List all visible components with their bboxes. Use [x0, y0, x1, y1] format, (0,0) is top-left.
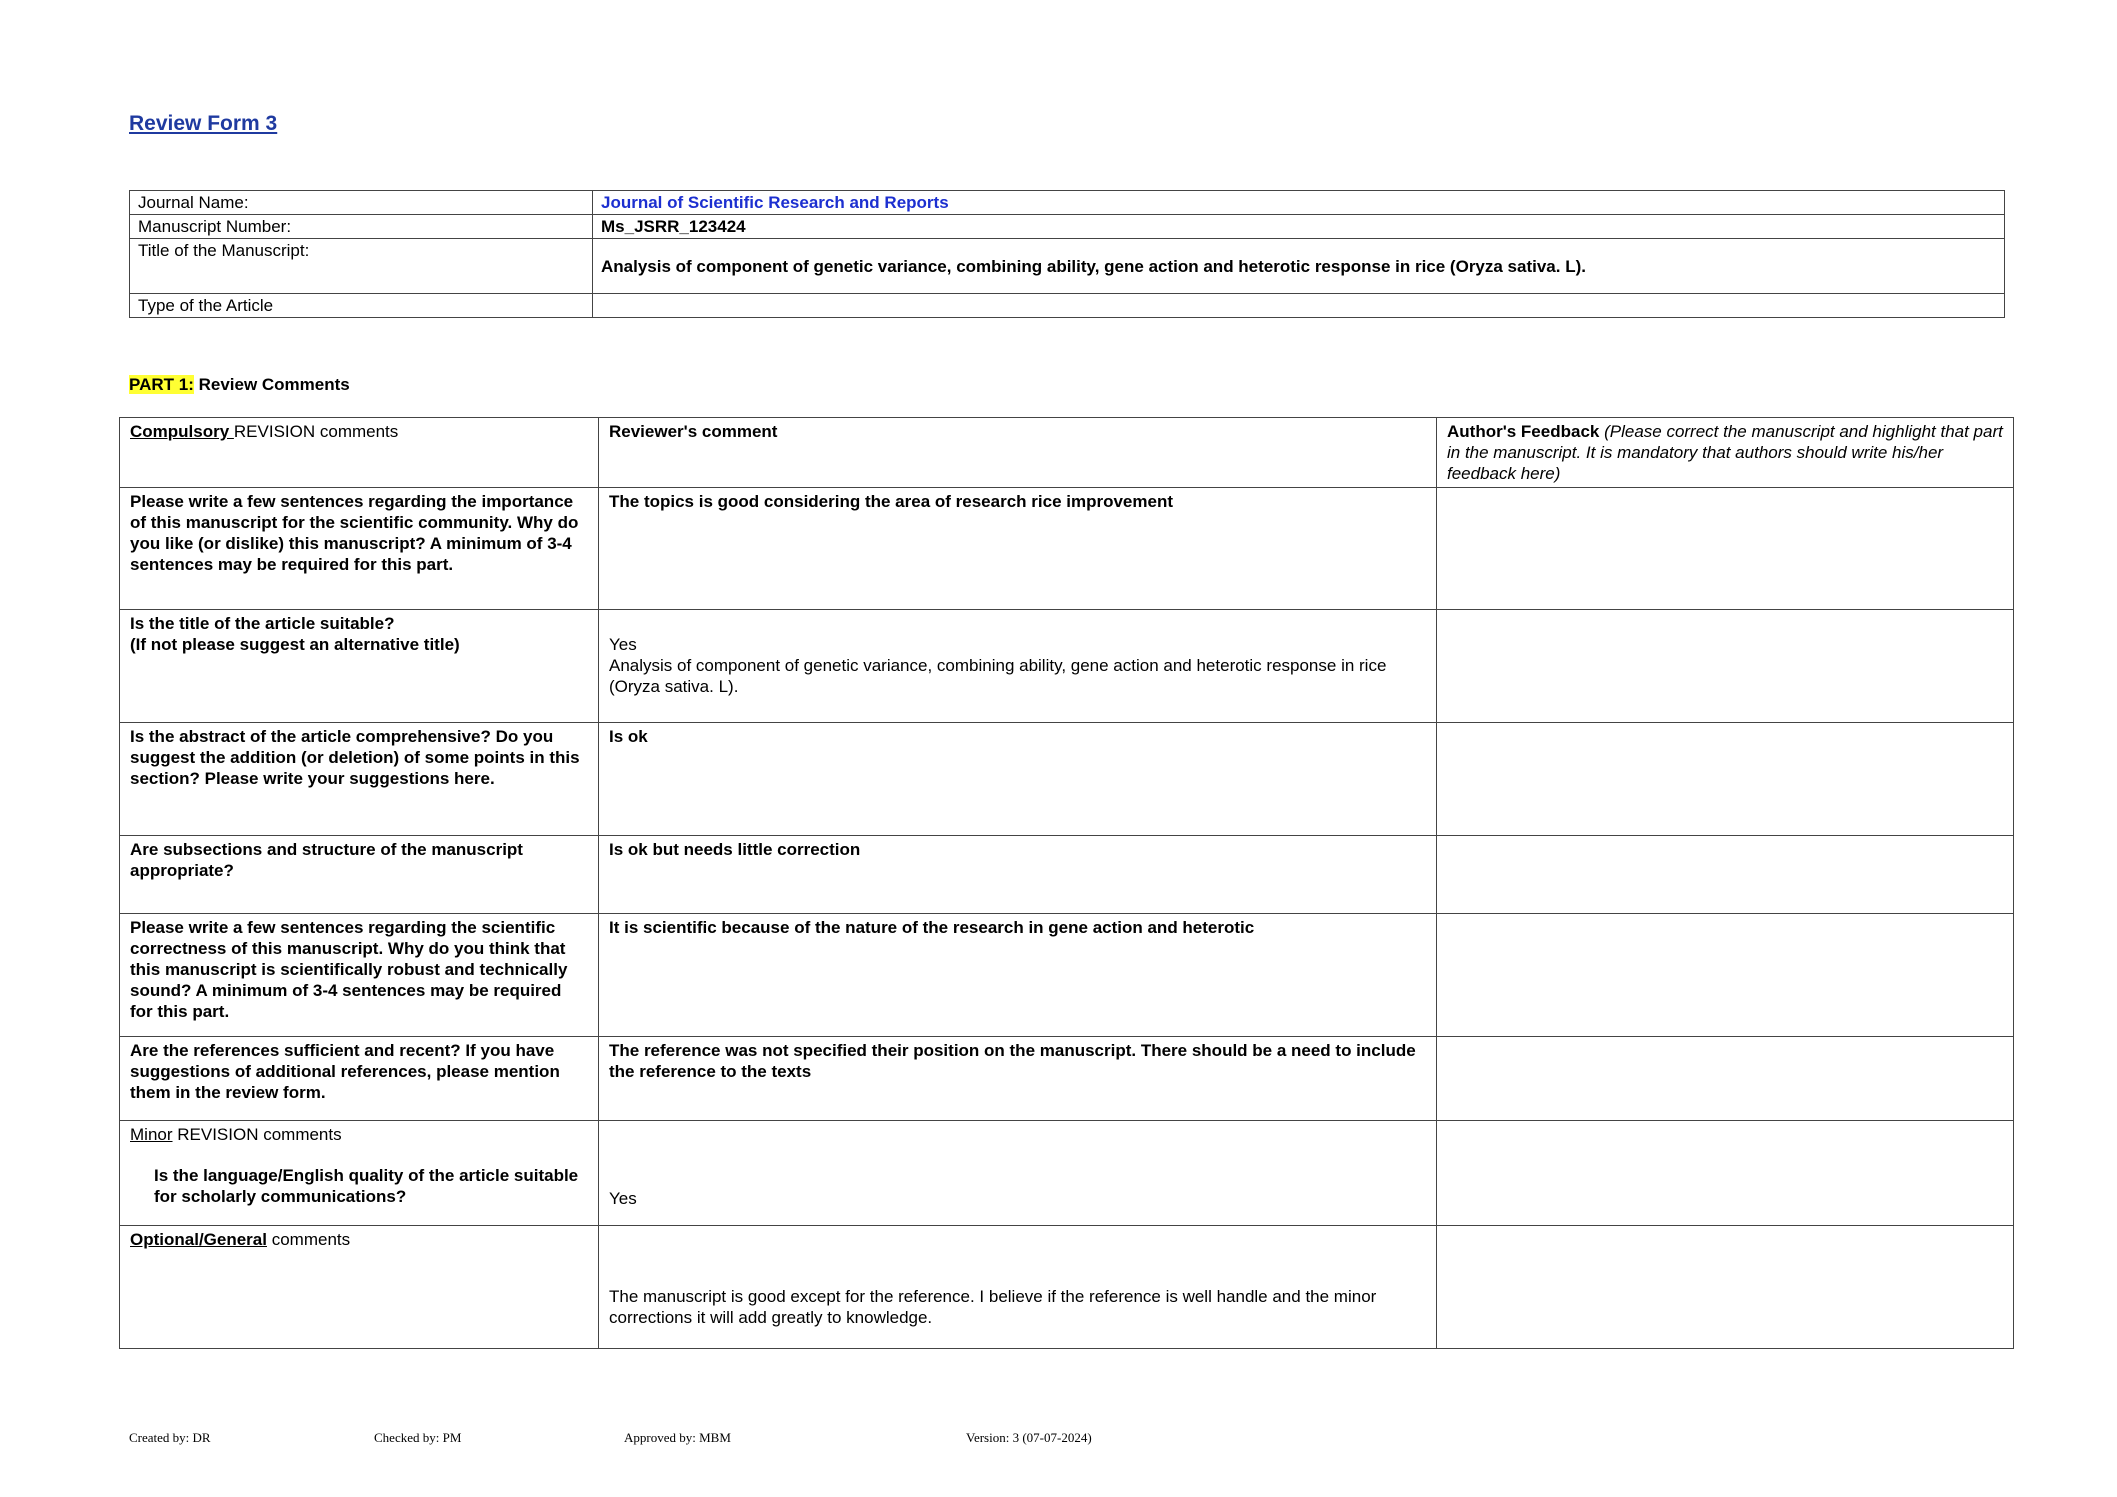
author-feedback-structure: [1437, 836, 2014, 914]
review-header-row: [120, 418, 2014, 488]
manuscript-info-table: [129, 190, 2005, 318]
comment-references: The reference was not specified their position on the manuscript. There should be a need to include the reference to the texts: [599, 1037, 1437, 1121]
manuscript-number-label: Manuscript Number:: [130, 215, 593, 239]
optional-label: Optional/General: [130, 1230, 267, 1249]
question-language: Is the language/English quality of the article suitable for scholarly communications?: [154, 1166, 579, 1206]
comment-title: [599, 610, 1437, 723]
form-title: Review Form 3: [129, 112, 278, 135]
footer-approved-by: Approved by: MBM: [624, 1430, 731, 1445]
review-row-minor: [120, 1121, 2014, 1226]
question-correctness: Please write a few sentences regarding the scientific correctness of this manuscript. Why do you think that this manuscript is scientifically robust and technically sound? A minimum of 3-4 sentences may be required for this part.: [120, 914, 599, 1037]
review-row-importance: [120, 488, 2014, 610]
question-title-sub: (If not please suggest an alternative title): [130, 635, 460, 654]
optional-general-cell: [120, 1226, 599, 1349]
comment-title-answer: Yes: [609, 635, 637, 654]
footer-version: Version: 3 (07-07-2024): [966, 1430, 1092, 1445]
part1-title: Review Comments: [193, 375, 350, 394]
comment-structure: Is ok but needs little correction: [599, 836, 1437, 914]
comment-importance: The topics is good considering the area of research rice improvement: [599, 488, 1437, 610]
comment-title-suggestion: Analysis of component of genetic variance, combining ability, gene action and heterotic response in rice (Oryza sativa. L).: [609, 656, 1387, 696]
question-title-main: Is the title of the article suitable?: [130, 614, 395, 633]
author-feedback-correctness: [1437, 914, 2014, 1037]
review-row-abstract: [120, 723, 2014, 836]
comment-correctness: It is scientific because of the nature of the research in gene action and heterotic: [599, 914, 1437, 1037]
manuscript-title-row: [130, 239, 2005, 294]
part1-heading: [129, 375, 350, 395]
manuscript-number-value: Ms_JSRR_123424: [593, 215, 2005, 239]
comment-abstract: Is ok: [599, 723, 1437, 836]
author-feedback-abstract: [1437, 723, 2014, 836]
manuscript-title-value: Analysis of component of genetic variance, combining ability, gene action and heterotic response in rice (Oryza sativa. L).: [593, 239, 2005, 294]
comment-language: Yes: [599, 1121, 1437, 1226]
compulsory-header-cell: [120, 418, 599, 488]
footer-created-by: Created by: DR: [129, 1430, 211, 1445]
question-importance: Please write a few sentences regarding the importance of this manuscript for the scientific community. Why do you like (or dislike) this manuscript? A minimum of 3-4 sentences may be required for this part.: [120, 488, 599, 610]
author-feedback-language: [1437, 1121, 2014, 1226]
comment-optional: The manuscript is good except for the reference. I believe if the reference is well handle and the minor corrections it will add greatly to knowledge.: [599, 1226, 1437, 1349]
question-references: Are the references sufficient and recent? If you have suggestions of additional references, please mention them in the review form.: [120, 1037, 599, 1121]
manuscript-title-label: Title of the Manuscript:: [130, 239, 593, 294]
question-abstract: Is the abstract of the article comprehensive? Do you suggest the addition (or deletion) of some points in this section? Please write your suggestions here.: [120, 723, 599, 836]
author-feedback-optional: [1437, 1226, 2014, 1349]
question-title: [120, 610, 599, 723]
article-type-value: [593, 294, 2005, 318]
manuscript-number-row: [130, 215, 2005, 239]
minor-label-rest: REVISION comments: [172, 1125, 342, 1144]
minor-label: Minor: [130, 1125, 173, 1144]
review-row-optional: [120, 1226, 2014, 1349]
footer-checked-by: Checked by: PM: [374, 1430, 462, 1445]
part1-label: PART 1:: [129, 375, 194, 394]
article-type-label: Type of the Article: [130, 294, 593, 318]
author-feedback-note: (Please correct the manuscript and highlight that part in the manuscript. It is mandatory that authors should write his/her feedback here): [1447, 422, 2003, 483]
review-row-structure: [120, 836, 2014, 914]
optional-label-rest: comments: [266, 1230, 351, 1249]
question-structure: Are subsections and structure of the manuscript appropriate?: [120, 836, 599, 914]
author-feedback-label: Author's Feedback: [1447, 422, 1600, 441]
journal-label: Journal Name:: [130, 191, 593, 215]
author-feedback-title: [1437, 610, 2014, 723]
author-feedback-importance: [1437, 488, 2014, 610]
minor-revision-cell: [120, 1121, 599, 1226]
author-feedback-header: [1437, 418, 2014, 488]
compulsory-label: Compulsory: [130, 422, 234, 441]
review-row-title: [120, 610, 2014, 723]
revision-comments-label: REVISION comments: [233, 422, 399, 441]
review-row-references: [120, 1037, 2014, 1121]
reviewer-comment-header: Reviewer's comment: [599, 418, 1437, 488]
review-row-correctness: [120, 914, 2014, 1037]
article-type-row: [130, 294, 2005, 318]
journal-value: Journal of Scientific Research and Reports: [593, 191, 2005, 215]
journal-row: [130, 191, 2005, 215]
author-feedback-references: [1437, 1037, 2014, 1121]
review-comments-table: [119, 417, 2014, 1349]
